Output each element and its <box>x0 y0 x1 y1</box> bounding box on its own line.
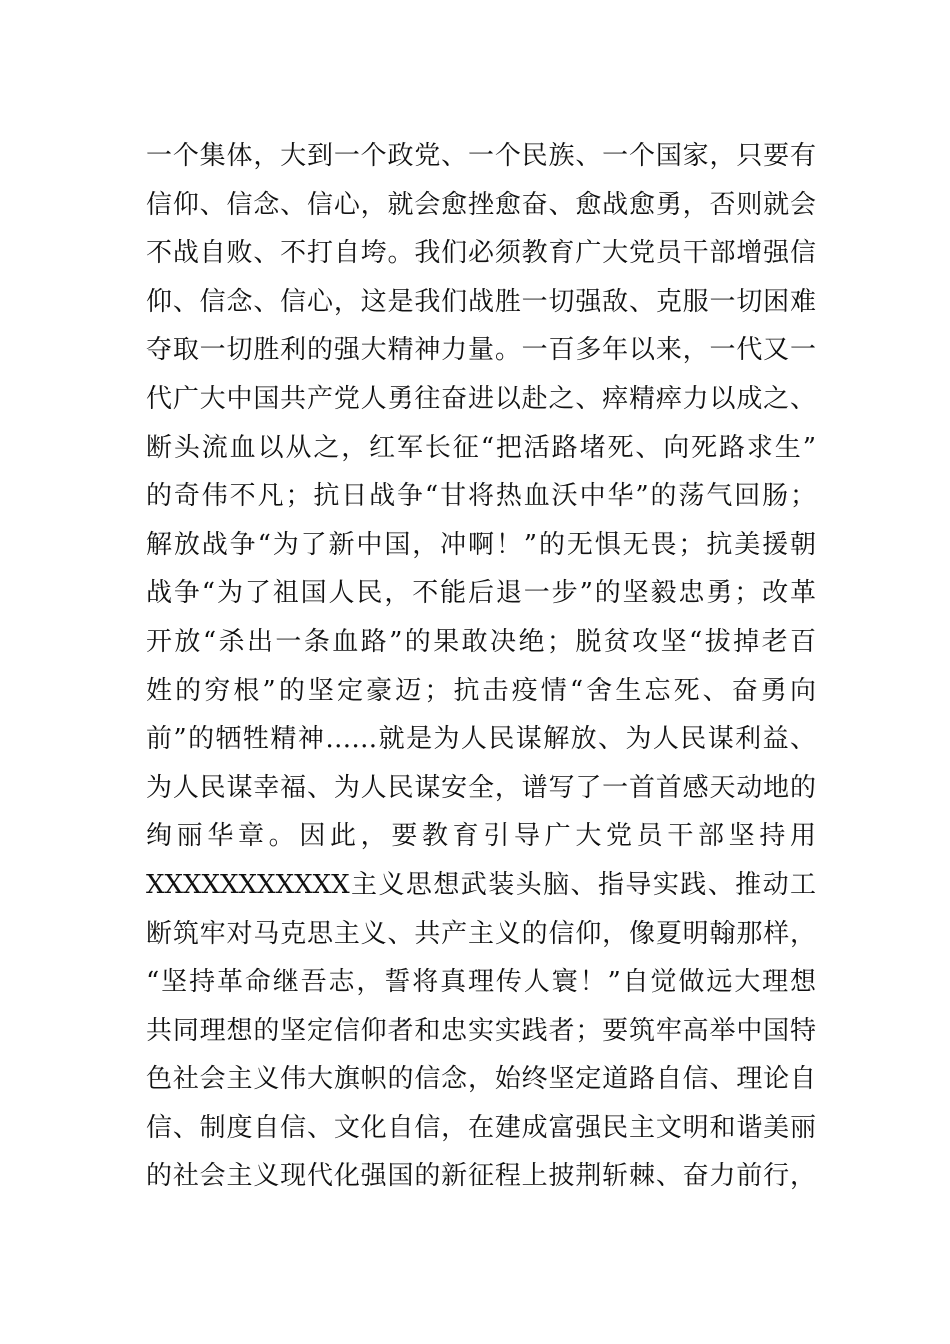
text-line-1: 一个集体，大到一个政党、一个民族、一个国家，只要有 <box>146 141 816 171</box>
text-line-3: 不战自败、不打自垮。我们必须教育广大党员干部增强信 <box>146 238 816 269</box>
text-line-4: 仰、信念、信心，这是我们战胜一切强敌、克服一切困难 <box>146 286 816 317</box>
text-line-12: 姓的穷根”的坚定豪迈；抗击疫情“舍生忘死、奋勇向 <box>146 675 816 706</box>
body-text <box>146 132 816 1201</box>
text-line-20: 色社会主义伟大旗帜的信念，始终坚定道路自信、理论自 <box>146 1064 816 1095</box>
text-line-13: 前”的牺牲精神……就是为人民谋解放、为人民谋利益、 <box>146 724 816 755</box>
text-line-2: 信仰、信念、信心，就会愈挫愈奋、愈战愈勇，否则就会 <box>146 189 816 220</box>
text-line-22: 的社会主义现代化强国的新征程上披荆斩棘、奋力前行， <box>146 1161 816 1192</box>
text-line-21: 信、制度自信、文化自信，在建成富强民主文明和谐美丽 <box>146 1112 816 1143</box>
text-line-10: 战争“为了祖国人民，不能后退一步”的坚毅忠勇；改革 <box>146 578 816 609</box>
text-line-11: 开放“杀出一条血路”的果敢决绝；脱贫攻坚“拔掉老百 <box>146 626 816 657</box>
text-line-8: 的奇伟不凡；抗日战争“甘将热血沃中华”的荡气回肠； <box>146 481 816 512</box>
text-line-15: 绚丽华章。因此，要教育引导广大党员干部坚持用 <box>146 821 816 852</box>
text-line-14: 为人民谋幸福、为人民谋安全，谱写了一首首感天动地的 <box>146 772 816 803</box>
text-line-16: XXXXXXXXXXX主义思想武装头脑、指导实践、推动工 <box>146 869 816 900</box>
text-line-18: “坚持革命继吾志，誓将真理传人寰！”自觉做远大理想 <box>146 967 816 998</box>
text-line-19: 共同理想的坚定信仰者和忠实实践者；要筑牢高举中国特 <box>146 1015 816 1046</box>
text-line-6: 代广大中国共产党人勇往奋进以赴之、瘁精瘁力以成之、 <box>146 383 816 414</box>
text-line-17: 断筑牢对马克思主义、共产主义的信仰，像夏明翰那样， <box>146 918 816 949</box>
text-line-9: 解放战争“为了新中国，冲啊！”的无惧无畏；抗美援朝 <box>146 529 816 560</box>
text-line-5: 夺取一切胜利的强大精神力量。一百多年以来，一代又一 <box>146 335 816 366</box>
text-line-7: 断头流血以从之，红军长征“把活路堵死、向死路求生” <box>146 432 816 463</box>
